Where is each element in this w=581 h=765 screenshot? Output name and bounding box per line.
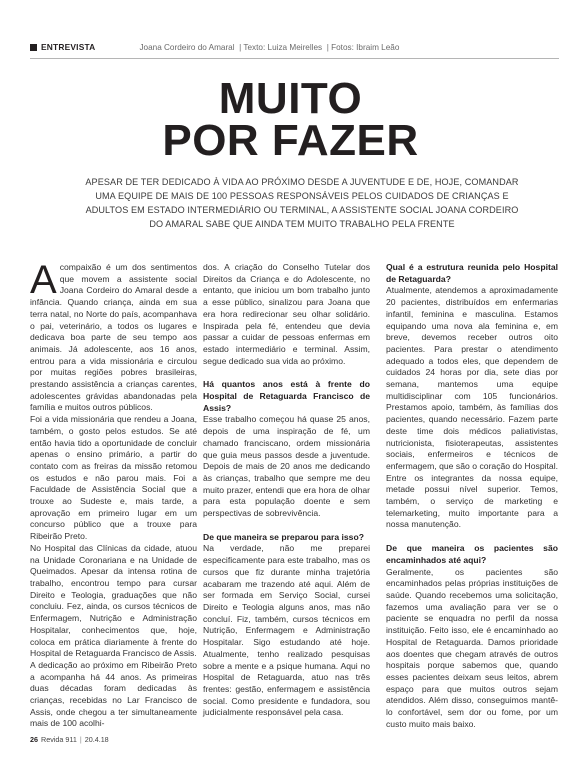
header-rule: [30, 58, 559, 59]
interview-answer: Geralmente, os pacientes são encaminhados pelas próprias instituições de saúde. Quando recebemos uma solicitação, fazemos uma avaliação para ver se o paciente se enquadra no perfil da nossa instituição. Feito isso, ele é encaminhado ao Hospital de Retaguarda. Damos prioridade aos doentes que chegam através de outros hospitais porque sabemos que, quando esses pacientes deixam seus leitos, abrem espaço para que muitos outros sejam atendidos. Além disso, conseguimos mantê-lo confortável, sem dor ou fome, por um custo muito mais baixo.: [386, 566, 558, 729]
section-label: ENTREVISTA: [41, 42, 96, 52]
photo-credit: Fotos: Ibraim Leão: [331, 42, 400, 52]
page-header: [30, 38, 559, 56]
interview-answer: Na verdade, não me preparei especificamente para este trabalho, mas os cursos que fiz durante minha trajetória acabaram me trazendo até aqui. Além de ser formada em Serviço Social, cursei Direito e Teologia alguns anos, mas não concluí. Fiz, também, cursos técnicos em Nutrição, Enfermagem e Administração Hospitalar. Sigo estudando até hoje. Atualmente, tenho realizado pesquisas sobre a mente e a psique humana. Aqui no Hospital de Retaguarda, atuo nas três frentes: gestão, enfermagem e assistência social. Como presidente e fundadora, sou judicialmente responsável pela casa.: [203, 543, 370, 718]
section-marker-icon: [30, 44, 37, 51]
column-3: [386, 262, 558, 730]
credits: [139, 43, 399, 52]
interview-question: De que maneira os pacientes são encaminhados até aqui?: [386, 543, 558, 565]
credit-separator: |: [326, 42, 329, 52]
title-line-2: POR FAZER: [162, 116, 419, 165]
article-lead: APESAR DE TER DEDICADO À VIDA AO PRÓXIMO DESDE A JUVENTUDE E DE, HOJE, COMANDAR UMA EQUIPE DE MAIS DE 100 PESSOAS RESPONSÁVEIS PELOS CUIDADOS DE CRIANÇAS E ADULTOS EM ESTADO INTERMEDIÁRIO OU TERMINAL, A ASSISTENTE SOCIAL JOANA CORDEIRO DO AMARAL SABE QUE AINDA TEM MUITO TRABALHO PELA FRENTE: [85, 177, 519, 229]
drop-cap: A: [30, 258, 57, 302]
interview-question: Há quantos anos está à frente do Hospital de Retaguarda Francisco de Assis?: [203, 379, 370, 413]
article-title: [0, 74, 581, 165]
interview-question: Qual é a estrutura reunida pelo Hospital de Retaguarda?: [386, 262, 558, 284]
body-paragraph: A dedicação ao próximo em Ribeirão Preto a acompanha há 44 anos. As primeiras duas décadas foram dedicadas às crianças, recebidas no Lar Francisco de Assis, onde chegou a ter simultaneamente mais de 100 acolhi-: [30, 659, 197, 729]
page-number: 26: [30, 735, 38, 744]
footer-separator: |: [79, 735, 82, 744]
title-line-1: MUITO: [218, 74, 363, 123]
credit-separator: |: [239, 42, 242, 52]
body-paragraph: dos. A criação do Conselho Tutelar dos Direitos da Criança e do Adolescente, no entanto, que iniciou um bom trabalho junto a esse público, sinalizou para Joana que era hora redirecionar seu olhar solidário. Inspirada pela fé, entendeu que devia passar a cuidar de pessoas enfermas em estado intermediário e terminal. Assim, segue dedicado sua vida ao próximo.: [203, 262, 370, 366]
body-paragraph: Foi a vida missionária que rendeu a Joana, também, o gosto pelos estudos. Se até então havia tido a oportunidade de concluir apenas o ensino primário, a partir do contato com as freiras da missão retomou os estudos e não parou mais. Foi a Faculdade de Assistência Social que a trouxe ao Sudeste e, mais tarde, a aprovação em primeiro lugar em um concurso público que a trouxe para Ribeirão Preto.: [30, 414, 197, 542]
body-paragraph: compaixão é um dos sentimentos que movem a assistente social Joana Cordeiro do Amaral desde a infância. Quando criança, ainda em sua terra natal, no Norte do país, acompanhava o pai, veterinário, a todos os lugares e dedicava boa parte de seu tempo aos animais. Já adolescente, aos 16 anos, entrou para a vida missionária e circulou por muitas regiões pobres brasileiras, prestando assistência a crianças carentes, adolescentes grávidas abandonadas pela família e muitos outros públicos.: [30, 262, 197, 413]
text-credit: Texto: Luiza Meirelles: [243, 42, 323, 52]
body-paragraph: No Hospital das Clínicas da cidade, atuou na Unidade Coronariana e na Unidade de Queimados. Apesar da intensa rotina de trabalho, encontrou tempo para cursar Direito e Teologia, graduações que não concluiu. Fez, ainda, os cursos técnicos de Enfermagem, Nutrição e Administração Hospitalar, conhecimentos que, hoje, coloca em prática diariamente à frente do Hospital de Retaguarda Francisco de Assis.: [30, 542, 197, 659]
interviewee-name: Joana Cordeiro do Amaral: [139, 42, 235, 52]
interview-answer: Atualmente, atendemos a aproximadamente 20 pacientes, distribuídos em enfermarias infantil, feminina e masculina. Estamos equipando uma nova ala feminina e, em breve, devemos receber outros oito pacientes. Para prestar o atendimento adequado a todos eles, que dependem de cuidados 24 horas por dia, sete dias por semana, mantemos uma equipe multidisciplinar com 105 funcionários. Prestamos apoio, também, às famílias dos pacientes, quando necessário. Fazem parte deste time dois médicos paliativistas, nutricionista, fisioterapeutas, assistentes sociais, enfermeiros e técnicos de enfermagem, que são o coração do Hospital. Entre os integrantes da nossa equipe, metade possui nível superior. Temos, também, o serviço de marketing e telemarketing, muito importante para a nossa manutenção.: [386, 285, 558, 530]
page-footer: [30, 735, 109, 744]
magazine-name: Revida 911: [41, 735, 77, 744]
column-1: [30, 258, 197, 730]
column-2: [203, 262, 370, 719]
interview-answer: Esse trabalho começou há quase 25 anos, depois de uma inspiração de fé, um chamado franciscano, ordem missionária que guia meus passos desde a juventude. Depois de mais de 20 anos me dedicando às crianças, trabalho que sempre me deu muito prazer, entendi que era hora de olhar para esta população doente e sem perspectivas de sobrevivência.: [203, 414, 370, 519]
interview-question: De que maneira se preparou para isso?: [203, 531, 364, 542]
issue-date: 20.4.18: [84, 735, 109, 744]
